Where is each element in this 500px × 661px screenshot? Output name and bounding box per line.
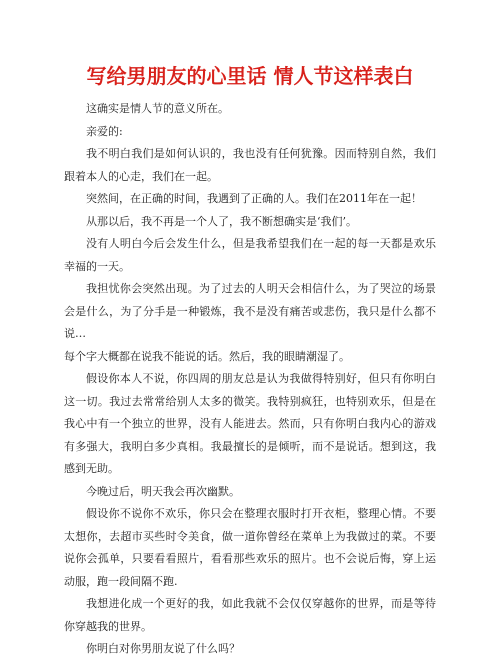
paragraph-13: 你明白对你男朋友说了什么吗？ [86, 642, 240, 655]
document-title: 写给男朋友的心里话 情人节这样表白 [86, 64, 414, 88]
paragraph-10: 今晚过后，明天我会再次幽默。 [86, 484, 240, 498]
paragraph-2: 亲爱的: [86, 124, 123, 138]
paragraph-7: 我担忧你会突然出现。为了过去的人明天会相信什么，为了哭泣的场景会是什么，为了分手是一种锻炼，我不是没有痛苦或悲伤，我只是什么都不说… [64, 282, 436, 340]
paragraph-12: 我想进化成一个更好的我，如此我就不会仅仅穿越你的世界，而是等待你穿越我的世界。 [64, 597, 436, 633]
document-body [64, 98, 436, 661]
paragraph-9: 假设你本人不说，你四周的朋友总是认为我做得特别好，但只有你明白这一切。我过去常常给别人太多的微笑。我特别疯狂，也特别欢乐，但是在我心中有一个独立的世界，没有人能进去。然而，只有你明白我内心的游戏有多强大，我明白多少真相。我最擅长的是倾听，而不是说话。想到这，我感到无助。 [64, 372, 436, 475]
paragraph-4: 突然间，在正确的时间，我遇到了正确的人。我们在2011年在一起！ [86, 192, 422, 205]
paragraph-11: 假设你不说你不欢乐，你只会在整理衣服时打开衣柜，整理心情。不要太想你，去超市买些时令美食，做一道你曾经在菜单上为我做过的菜。不要说你会孤单，只要看看照片，看看那些欢乐的照片。也不会说后悔，穿上运动服，跑一段间隔不跑. [64, 507, 436, 588]
paragraph-1: 这确实是情人节的意义所在。 [86, 102, 229, 115]
paragraph-8: 每个字大概都在说我不能说的话。然后，我的眼睛潮湿了。 [64, 349, 350, 363]
paragraph-3: 我不明白我们是如何认识的，我也没有任何犹豫。因而特别自然，我们跟着本人的心走，我们在一起。 [64, 147, 436, 183]
paragraph-5: 从那以后，我不再是一个人了，我不断想确实是‘我们’。 [86, 214, 357, 228]
paragraph-6: 没有人明白今后会发生什么，但是我希望我们在一起的每一天都是欢乐幸福的一天。 [64, 237, 436, 273]
